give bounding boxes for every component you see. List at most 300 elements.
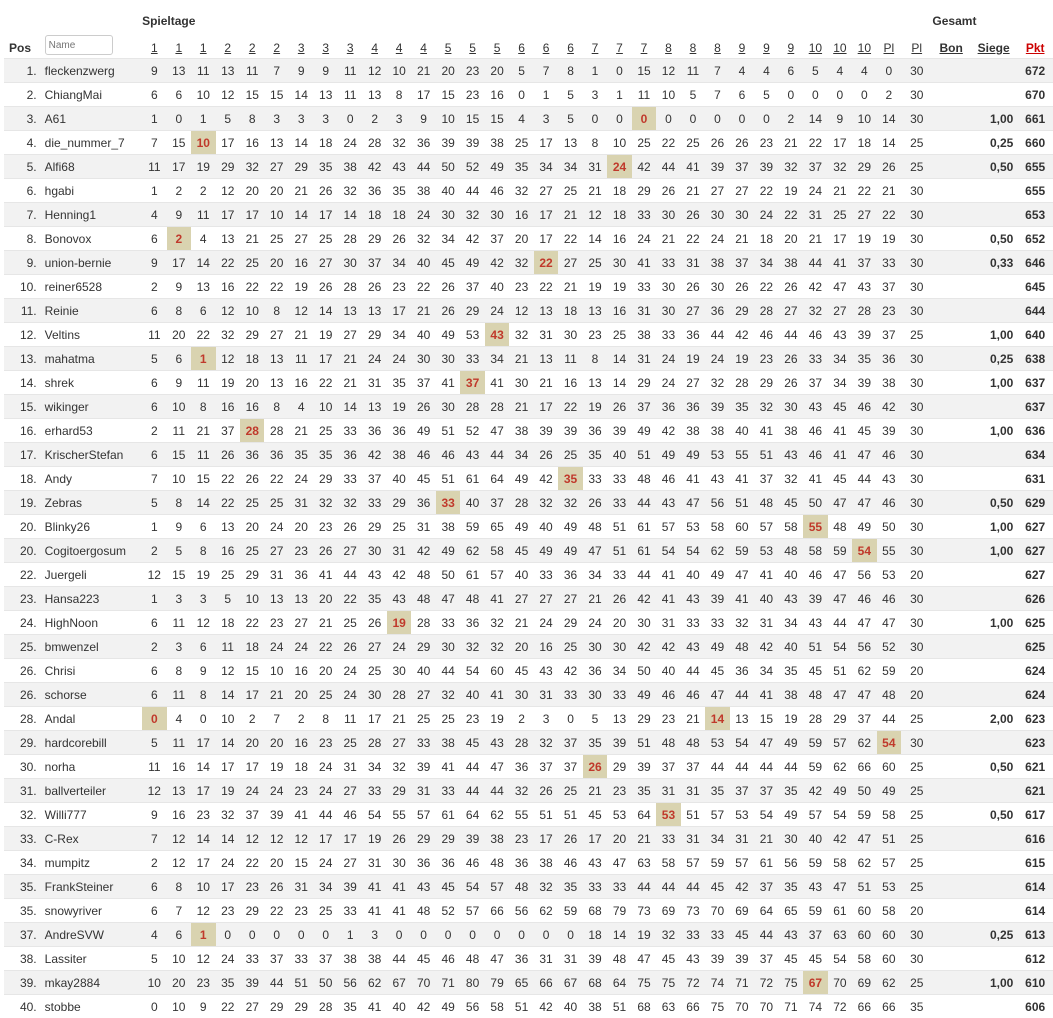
siege-header[interactable]: Siege	[970, 28, 1017, 59]
matchday-score: 48	[730, 635, 754, 659]
table-row[interactable]	[4, 107, 1053, 131]
matchday-score: 23	[656, 707, 680, 731]
matchday-header-22[interactable]: 8	[656, 28, 680, 59]
wins-value	[970, 179, 1017, 203]
table-row[interactable]	[4, 275, 1053, 299]
matchday-score: 26	[436, 299, 460, 323]
table-row[interactable]	[4, 419, 1053, 443]
matchday-score: 13	[362, 299, 386, 323]
matchday-score: 3	[264, 107, 288, 131]
player-name[interactable]: stobbe	[41, 995, 142, 1018]
total-points: 30	[901, 731, 932, 755]
table-row[interactable]	[4, 755, 1053, 779]
player-name[interactable]: A61	[41, 107, 142, 131]
matchday-score: 80	[460, 971, 484, 995]
matchday-score: 41	[485, 371, 509, 395]
matchday-score: 37	[362, 251, 386, 275]
matchday-score: 33	[632, 203, 656, 227]
matchday-score: 12	[191, 611, 215, 635]
matchday-header-31[interactable]: Pl	[877, 28, 901, 59]
bonus-points	[932, 803, 969, 827]
matchday-header-3[interactable]: 1	[191, 28, 215, 59]
points-value: 660	[1017, 131, 1053, 155]
matchday-header-19[interactable]: 7	[583, 28, 607, 59]
matchday-score: 35	[852, 347, 876, 371]
matchday-score: 44	[705, 323, 729, 347]
matchday-score: 26	[313, 179, 337, 203]
matchday-header-28[interactable]: 10	[803, 28, 827, 59]
player-name[interactable]: KrischerStefan	[41, 443, 142, 467]
player-name[interactable]: hgabi	[41, 179, 142, 203]
row-position: 2.	[4, 83, 41, 107]
matchday-score: 14	[313, 299, 337, 323]
player-name[interactable]: reiner6528	[41, 275, 142, 299]
table-row[interactable]	[4, 995, 1053, 1018]
table-row[interactable]	[4, 155, 1053, 179]
matchday-score: 40	[436, 179, 460, 203]
wins-value	[970, 779, 1017, 803]
matchday-score: 32	[460, 203, 484, 227]
total-points: 30	[901, 371, 932, 395]
player-name[interactable]: Hansa223	[41, 587, 142, 611]
table-row[interactable]	[4, 899, 1053, 923]
matchday-score: 21	[191, 419, 215, 443]
matchday-score: 23	[289, 539, 313, 563]
matchday-header-20[interactable]: 7	[607, 28, 631, 59]
matchday-score: 21	[656, 227, 680, 251]
matchday-score: 47	[485, 947, 509, 971]
matchday-score: 42	[730, 323, 754, 347]
row-position: 17.	[4, 443, 41, 467]
matchday-score: 0	[558, 707, 582, 731]
matchday-score: 40	[730, 419, 754, 443]
bonus-points	[932, 515, 969, 539]
matchday-score: 16	[558, 371, 582, 395]
matchday-score: 22	[681, 227, 705, 251]
table-row[interactable]	[4, 491, 1053, 515]
table-row[interactable]	[4, 299, 1053, 323]
matchday-score: 0	[216, 923, 240, 947]
player-name[interactable]: ballverteiler	[41, 779, 142, 803]
matchday-header-12[interactable]: 4	[411, 28, 435, 59]
matchday-score: 9	[142, 251, 166, 275]
player-name[interactable]: Bonovox	[41, 227, 142, 251]
matchday-score: 36	[509, 755, 533, 779]
matchday-header-21[interactable]: 7	[632, 28, 656, 59]
matchday-header-32[interactable]: Pl	[901, 28, 932, 59]
matchday-score: 31	[534, 947, 558, 971]
table-row[interactable]	[4, 851, 1053, 875]
matchday-header-7[interactable]: 3	[289, 28, 313, 59]
matchday-score: 51	[632, 731, 656, 755]
matchday-score: 13	[338, 299, 362, 323]
matchday-score: 65	[485, 515, 509, 539]
matchday-header-13[interactable]: 5	[436, 28, 460, 59]
matchday-score: 22	[754, 179, 778, 203]
matchday-score: 59	[460, 515, 484, 539]
table-row[interactable]	[4, 875, 1053, 899]
player-name[interactable]: Andy	[41, 467, 142, 491]
pos-header: Pos	[4, 28, 41, 59]
matchday-score: 24	[264, 779, 288, 803]
matchday-score: 57	[828, 731, 852, 755]
table-row[interactable]	[4, 803, 1053, 827]
table-row[interactable]	[4, 179, 1053, 203]
matchday-score: 25	[558, 443, 582, 467]
matchday-score: 29	[730, 299, 754, 323]
matchday-header-29[interactable]: 10	[828, 28, 852, 59]
table-row[interactable]	[4, 779, 1053, 803]
matchday-score: 35	[509, 155, 533, 179]
matchday-score: 40	[411, 659, 435, 683]
table-row[interactable]	[4, 227, 1053, 251]
player-name[interactable]: die_nummer_7	[41, 131, 142, 155]
table-row[interactable]	[4, 83, 1053, 107]
matchday-header-11[interactable]: 4	[387, 28, 411, 59]
table-row[interactable]	[4, 251, 1053, 275]
table-row[interactable]	[4, 947, 1053, 971]
player-name[interactable]: Lassiter	[41, 947, 142, 971]
matchday-score: 1	[142, 587, 166, 611]
matchday-score: 6	[779, 59, 803, 83]
matchday-score: 6	[142, 83, 166, 107]
points-value: 625	[1017, 611, 1053, 635]
player-name[interactable]: hardcorebill	[41, 731, 142, 755]
matchday-header-9[interactable]: 3	[338, 28, 362, 59]
player-name[interactable]: mumpitz	[41, 851, 142, 875]
player-name[interactable]: ChiangMai	[41, 83, 142, 107]
matchday-header-4[interactable]: 2	[216, 28, 240, 59]
table-row[interactable]	[4, 563, 1053, 587]
matchday-score: 41	[656, 563, 680, 587]
matchday-header-30[interactable]: 10	[852, 28, 876, 59]
matchday-score: 48	[828, 515, 852, 539]
matchday-score: 9	[313, 59, 337, 83]
row-position: 25.	[4, 635, 41, 659]
row-position: 10.	[4, 275, 41, 299]
matchday-score: 41	[828, 419, 852, 443]
matchday-score: 25	[583, 251, 607, 275]
table-row[interactable]	[4, 683, 1053, 707]
player-name[interactable]: Henning1	[41, 203, 142, 227]
matchday-score: 21	[534, 371, 558, 395]
table-row[interactable]	[4, 587, 1053, 611]
matchday-score: 39	[264, 803, 288, 827]
matchday-score: 48	[583, 515, 607, 539]
matchday-score: 22	[264, 899, 288, 923]
matchday-score: 29	[313, 467, 337, 491]
matchday-score: 73	[632, 899, 656, 923]
player-name[interactable]: Alfi68	[41, 155, 142, 179]
matchday-header-25[interactable]: 9	[730, 28, 754, 59]
wins-value: 1,00	[970, 107, 1017, 131]
matchday-score: 70	[411, 971, 435, 995]
total-points: 30	[901, 83, 932, 107]
matchday-score: 36	[411, 851, 435, 875]
matchday-score: 44	[681, 875, 705, 899]
player-name[interactable]: FrankSteiner	[41, 875, 142, 899]
player-name[interactable]: Cogitoergosum	[41, 539, 142, 563]
matchday-score: 12	[167, 851, 191, 875]
matchday-score: 59	[705, 851, 729, 875]
player-name[interactable]: Chrisi	[41, 659, 142, 683]
matchday-score: 33	[460, 347, 484, 371]
points-value: 653	[1017, 203, 1053, 227]
matchday-score: 16	[607, 299, 631, 323]
matchday-score: 1	[191, 923, 215, 947]
matchday-header-24[interactable]: 8	[705, 28, 729, 59]
matchday-score: 41	[828, 251, 852, 275]
matchday-score: 34	[485, 347, 509, 371]
matchday-score: 44	[656, 155, 680, 179]
table-row[interactable]	[4, 731, 1053, 755]
matchday-score: 38	[436, 731, 460, 755]
player-name[interactable]: union-bernie	[41, 251, 142, 275]
matchday-header-10[interactable]: 4	[362, 28, 386, 59]
matchday-score: 36	[264, 443, 288, 467]
points-value: 627	[1017, 539, 1053, 563]
matchday-score: 61	[632, 539, 656, 563]
matchday-score: 10	[313, 395, 337, 419]
matchday-score: 33	[681, 923, 705, 947]
matchday-header-17[interactable]: 6	[534, 28, 558, 59]
gesamt-heading: Gesamt	[932, 8, 1053, 28]
matchday-score: 10	[264, 659, 288, 683]
matchday-score: 44	[681, 659, 705, 683]
player-name[interactable]: bmwenzel	[41, 635, 142, 659]
matchday-score: 9	[289, 59, 313, 83]
matchday-score: 46	[411, 443, 435, 467]
matchday-score: 37	[877, 275, 901, 299]
total-points: 30	[901, 491, 932, 515]
matchday-header-5[interactable]: 2	[240, 28, 264, 59]
matchday-score: 51	[534, 803, 558, 827]
matchday-score: 47	[828, 683, 852, 707]
player-name[interactable]: mkay2884	[41, 971, 142, 995]
row-position: 14.	[4, 371, 41, 395]
matchday-score: 37	[558, 755, 582, 779]
bonus-points	[932, 971, 969, 995]
matchday-score: 6	[167, 347, 191, 371]
matchday-header-14[interactable]: 5	[460, 28, 484, 59]
total-points: 30	[901, 107, 932, 131]
matchday-score: 43	[534, 659, 558, 683]
player-name[interactable]: Reinie	[41, 299, 142, 323]
matchday-score: 66	[681, 995, 705, 1018]
matchday-score: 39	[460, 827, 484, 851]
player-name[interactable]: Zebras	[41, 491, 142, 515]
matchday-header-6[interactable]: 2	[264, 28, 288, 59]
matchday-score: 69	[656, 899, 680, 923]
matchday-header-15[interactable]: 5	[485, 28, 509, 59]
player-name[interactable]: Juergeli	[41, 563, 142, 587]
table-row[interactable]	[4, 131, 1053, 155]
matchday-score: 37	[264, 947, 288, 971]
matchday-score: 37	[730, 779, 754, 803]
player-name[interactable]: shrek	[41, 371, 142, 395]
table-row[interactable]	[4, 707, 1053, 731]
matchday-score: 34	[754, 251, 778, 275]
matchday-score: 32	[216, 323, 240, 347]
matchday-score: 47	[852, 611, 876, 635]
matchday-header-8[interactable]: 3	[313, 28, 337, 59]
player-name[interactable]: Blinky26	[41, 515, 142, 539]
matchday-score: 30	[779, 395, 803, 419]
row-position: 33.	[4, 827, 41, 851]
matchday-score: 32	[460, 635, 484, 659]
matchday-score: 28	[362, 731, 386, 755]
matchday-score: 19	[362, 827, 386, 851]
total-points: 20	[901, 683, 932, 707]
bonus-points	[932, 83, 969, 107]
table-row[interactable]	[4, 635, 1053, 659]
matchday-score: 5	[803, 59, 827, 83]
matchday-score: 54	[362, 803, 386, 827]
matchday-score: 39	[705, 395, 729, 419]
matchday-score: 32	[705, 371, 729, 395]
matchday-score: 16	[289, 251, 313, 275]
matchday-score: 34	[705, 827, 729, 851]
matchday-score: 22	[852, 179, 876, 203]
matchday-header-27[interactable]: 9	[779, 28, 803, 59]
matchday-header-2[interactable]: 1	[167, 28, 191, 59]
table-row[interactable]	[4, 395, 1053, 419]
matchday-score: 62	[534, 899, 558, 923]
player-name[interactable]: Willi777	[41, 803, 142, 827]
matchday-header-26[interactable]: 9	[754, 28, 778, 59]
table-row[interactable]	[4, 203, 1053, 227]
player-name[interactable]: C-Rex	[41, 827, 142, 851]
table-row[interactable]	[4, 611, 1053, 635]
matchday-score: 0	[167, 107, 191, 131]
points-value: 624	[1017, 659, 1053, 683]
player-name[interactable]: erhard53	[41, 419, 142, 443]
matchday-score: 34	[313, 875, 337, 899]
matchday-score: 41	[828, 443, 852, 467]
table-row[interactable]	[4, 923, 1053, 947]
matchday-score: 2	[877, 83, 901, 107]
matchday-score: 46	[338, 803, 362, 827]
matchday-score: 32	[828, 155, 852, 179]
table-row[interactable]	[4, 971, 1053, 995]
matchday-score: 57	[656, 515, 680, 539]
matchday-score: 27	[387, 731, 411, 755]
matchday-score: 33	[558, 683, 582, 707]
player-name[interactable]: AndreSVW	[41, 923, 142, 947]
player-name[interactable]: HighNoon	[41, 611, 142, 635]
matchday-score: 3	[167, 635, 191, 659]
matchday-score: 8	[191, 683, 215, 707]
points-value: 621	[1017, 755, 1053, 779]
table-row[interactable]	[4, 443, 1053, 467]
player-name[interactable]: Andal	[41, 707, 142, 731]
matchday-score: 49	[436, 539, 460, 563]
matchday-score: 47	[436, 587, 460, 611]
table-row[interactable]	[4, 323, 1053, 347]
matchday-score: 60	[730, 515, 754, 539]
matchday-score: 35	[558, 875, 582, 899]
table-row[interactable]	[4, 467, 1053, 491]
matchday-score: 57	[877, 851, 901, 875]
matchday-score: 42	[485, 251, 509, 275]
table-row[interactable]	[4, 659, 1053, 683]
matchday-score: 9	[142, 59, 166, 83]
name-filter-input[interactable]	[45, 35, 113, 55]
player-name[interactable]: snowyriver	[41, 899, 142, 923]
matchday-score: 37	[754, 947, 778, 971]
matchday-score: 24	[264, 635, 288, 659]
matchday-score: 26	[534, 779, 558, 803]
matchday-score: 17	[240, 203, 264, 227]
pkt-header[interactable]: Pkt	[1017, 28, 1053, 59]
matchday-score: 44	[264, 971, 288, 995]
matchday-score: 8	[191, 539, 215, 563]
bonus-points	[932, 419, 969, 443]
matchday-score: 33	[607, 467, 631, 491]
points-value: 606	[1017, 995, 1053, 1018]
player-name[interactable]: wikinger	[41, 395, 142, 419]
matchday-score: 27	[338, 779, 362, 803]
matchday-header-1[interactable]: 1	[142, 28, 166, 59]
matchday-header-23[interactable]: 8	[681, 28, 705, 59]
row-position: 31.	[4, 779, 41, 803]
wins-value	[970, 731, 1017, 755]
matchday-score: 2	[142, 275, 166, 299]
total-points: 30	[901, 251, 932, 275]
table-row[interactable]	[4, 827, 1053, 851]
matchday-score: 26	[681, 203, 705, 227]
matchday-score: 15	[167, 443, 191, 467]
table-row[interactable]	[4, 515, 1053, 539]
matchday-score: 46	[681, 683, 705, 707]
player-name[interactable]: mahatma	[41, 347, 142, 371]
wins-value: 1,00	[970, 611, 1017, 635]
matchday-score: 9	[191, 995, 215, 1018]
matchday-score: 29	[289, 995, 313, 1018]
matchday-score: 23	[191, 803, 215, 827]
player-name[interactable]: norha	[41, 755, 142, 779]
player-name[interactable]: fleckenzwerg	[41, 59, 142, 83]
matchday-score: 40	[534, 515, 558, 539]
bon-header[interactable]: Bon	[932, 28, 969, 59]
matchday-score: 17	[411, 83, 435, 107]
matchday-header-18[interactable]: 6	[558, 28, 582, 59]
matchday-score: 15	[191, 467, 215, 491]
matchday-score: 6	[142, 611, 166, 635]
matchday-header-16[interactable]: 6	[509, 28, 533, 59]
player-name[interactable]: schorse	[41, 683, 142, 707]
matchday-score: 38	[338, 155, 362, 179]
matchday-score: 40	[803, 827, 827, 851]
matchday-score: 2	[142, 419, 166, 443]
table-row[interactable]	[4, 59, 1053, 83]
table-row[interactable]	[4, 371, 1053, 395]
matchday-score: 36	[289, 563, 313, 587]
matchday-score: 6	[142, 683, 166, 707]
matchday-score: 36	[240, 443, 264, 467]
matchday-score: 18	[216, 611, 240, 635]
matchday-score: 14	[289, 83, 313, 107]
matchday-score: 38	[411, 179, 435, 203]
matchday-score: 47	[754, 731, 778, 755]
table-row[interactable]	[4, 347, 1053, 371]
matchday-score: 14	[191, 755, 215, 779]
matchday-score: 30	[362, 539, 386, 563]
player-name[interactable]: Veltins	[41, 323, 142, 347]
points-value: 646	[1017, 251, 1053, 275]
matchday-score: 32	[485, 635, 509, 659]
table-row[interactable]	[4, 539, 1053, 563]
